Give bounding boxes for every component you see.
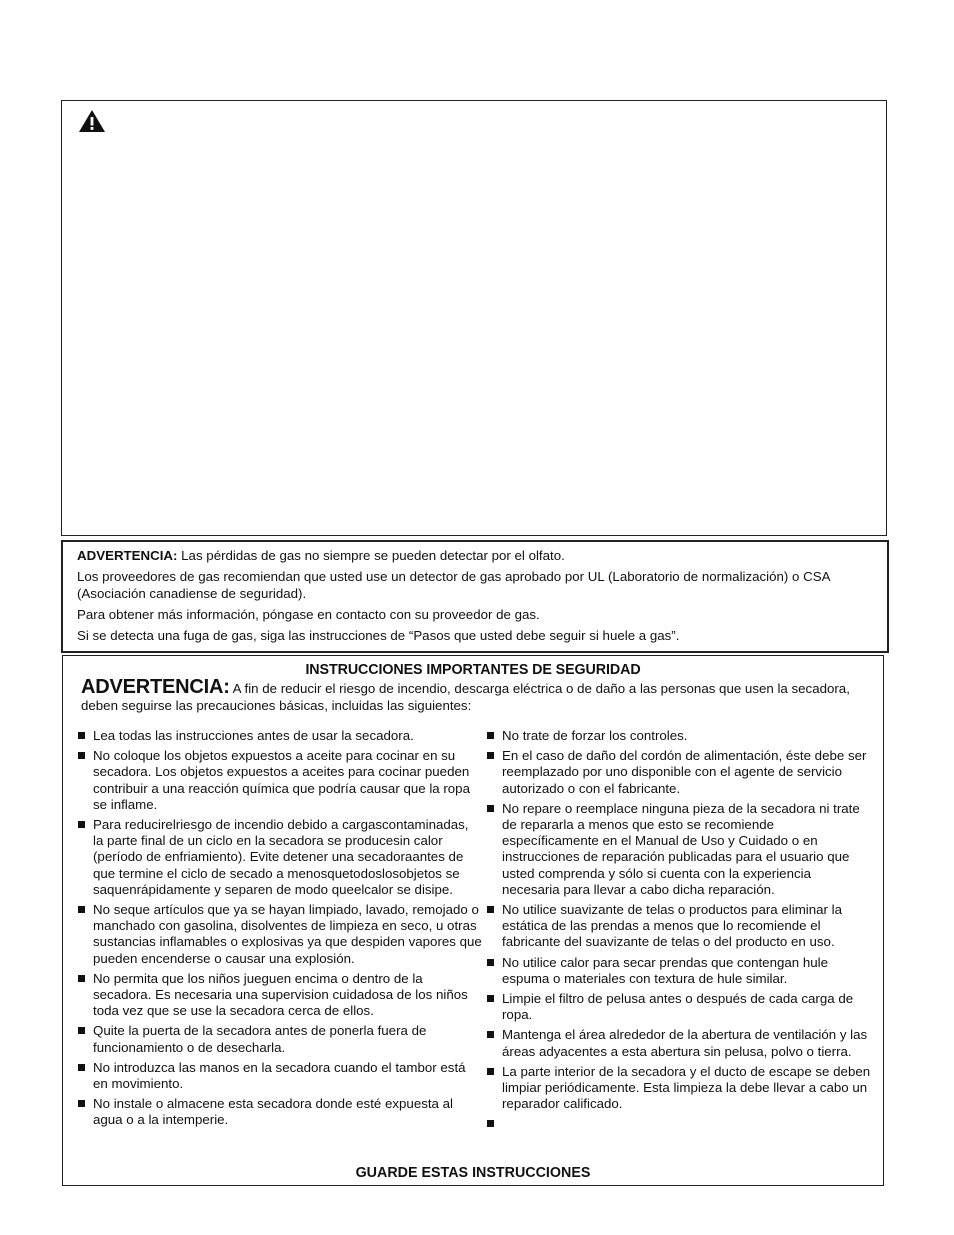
bullet-square-icon [487,1031,494,1038]
right-column [487,728,872,1116]
list-item [487,991,872,1023]
list-item [78,748,482,813]
bullet-square-icon [487,995,494,1002]
list-item-text: Para reducirelriesgo de incendio debido a cargascontaminadas, la parte final de un ciclo en la secadora se producesin calor (período de enfriamiento). Evite detener una secadoraantes de que termine el ciclo de secado a menosquetodoslosobjetos se saquenrápidamente y separen de modo queelcalor se disipe. [93,817,469,897]
bullet-square-icon [78,1100,85,1107]
list-item-text: Mantenga el área alrededor de la abertura de ventilación y las áreas adyacentes a esta abertura sin pelusa, polvo o tierra. [502,1027,868,1059]
list-item-text: Limpie el filtro de pelusa antes o después de cada carga de ropa. [502,991,854,1023]
gas-notice-box [61,540,889,653]
list-item-text: No seque artículos que ya se hayan limpiado, lavado, remojado o manchado con gasolina, disolventes de limpieza en seco, u otras sustancias inflamables o explosivas ya que despiden vapores que pueden encenderse o causar una explosión. [93,902,482,966]
gas-notice-line-3: Para obtener más información, póngase en contacto con su proveedor de gas. [77,606,540,622]
bullet-square-icon [78,1064,85,1071]
bullet-square-icon [487,959,494,966]
list-item-text: La parte interior de la secadora y el ducto de escape se deben limpiar periódicamente. Esta limpieza la debe llevar a cabo un reparador calificado. [502,1063,871,1112]
list-item-text: No instale o almacene esta secadora donde esté expuesta al agua o a la intemperie. [93,1096,453,1128]
list-item [487,902,872,951]
list-item [78,1023,482,1055]
safety-instructions-box [62,655,884,1186]
bullet-square-icon [78,821,85,828]
list-item [487,1064,872,1113]
list-item [78,971,482,1020]
bullet-square-icon [487,906,494,913]
bullet-square-icon [78,732,85,739]
bullet-square-icon [78,975,85,982]
warning-triangle-icon [78,109,106,133]
list-item [487,748,872,797]
list-item-text: No trate de forzar los controles. [502,728,688,743]
bullet-square-icon [78,1027,85,1034]
gas-notice-line-2: Los proveedores de gas recomiendan que usted use un detector de gas aprobado por UL (Laboratorio de normalización) o CSA (Asociación canadiense de seguridad). [77,569,830,601]
warning-box [61,100,887,536]
advertencia-intro [81,676,863,714]
list-item [487,728,872,744]
advertencia-text: Las pérdidas de gas no siempre se pueden detectar por el olfato. [177,548,565,563]
advertencia-label: ADVERTENCIA: [77,548,178,563]
list-item [78,728,482,744]
bullet-square-icon [487,805,494,812]
bullet-square-icon [78,752,85,759]
advertencia-intro-text: A fin de reducir el riesgo de incendio, descarga eléctrica o de daño a las personas que usen la secadora, deben seguirse las precauciones básicas, incluidas las siguientes: [81,681,850,713]
list-item-text: Lea todas las instrucciones antes de usar la secadora. [93,728,414,743]
list-item [487,955,872,987]
list-item [78,1096,482,1128]
list-item-text: No utilice calor para secar prendas que contengan hule espuma o materiales con textura de hule similar. [502,954,828,986]
list-item [487,1027,872,1059]
gas-notice-line-1 [77,548,877,565]
list-item-text: En el caso de daño del cordón de alimentación, éste debe ser reemplazado por uno disponible con el agente de servicio autorizado o con el fabricante. [502,748,867,796]
list-item-text: No introduzca las manos en la secadora cuando el tambor está en movimiento. [93,1059,466,1092]
left-column [78,728,482,1133]
advertencia-heading: ADVERTENCIA: [81,676,230,698]
list-item-text: No coloque los objetos expuestos a aceite para cocinar en su secadora. Los objetos expuestos a aceites para cocinar pueden contribuir a una reacción química que podría causar que la ropa se inflame. [93,748,470,812]
list-item-text: Quite la puerta de la secadora antes de ponerla fuera de funcionamiento o de desecharla. [93,1023,427,1055]
bullet-square-icon [487,1120,494,1127]
list-item-text: No utilice suavizante de telas o productos para eliminar la estática de las prendas a menos que lo recomiende el fabricante del suavizante de telas o del producto en uso. [502,902,842,950]
bullet-square-icon [487,1068,494,1075]
section-title: INSTRUCCIONES IMPORTANTES DE SEGURIDAD [305,662,641,678]
list-item [487,801,872,898]
list-item [78,902,482,967]
footer-title: GUARDE ESTAS INSTRUCCIONES [355,1165,591,1181]
gas-notice-line-4: Si se detecta una fuga de gas, siga las instrucciones de “Pasos que usted debe seguir si huele a gas”. [77,627,680,643]
list-item [78,817,482,898]
bullet-square-icon [78,906,85,913]
list-item-text: No permita que los niños jueguen encima o dentro de la secadora. Es necesaria una supervision cuidadosa de los niños toda vez que se use la secadora cerca de ellos. [93,970,468,1019]
bullet-square-icon [487,752,494,759]
list-item-text: No repare o reemplace ninguna pieza de la secadora ni trate de repararla a menos que esto se recomiende específicamente en el Manual de Uso y Cuidado o en instrucciones de reparación publicadas para el usuario que usted comprenda y sólo si cuenta con la experiencia necesaria para llevar a cabo dicha reparación. [502,800,860,897]
list-item [78,1060,482,1092]
bullet-square-icon [487,732,494,739]
